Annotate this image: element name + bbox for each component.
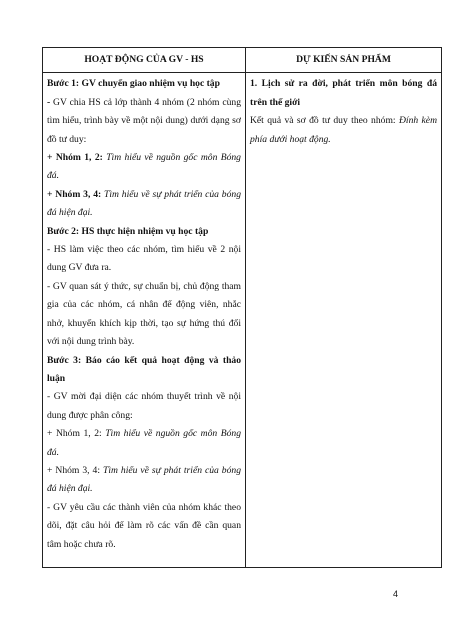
- step3-line2: - GV yêu cầu các thành viên của nhóm khác theo dõi, đặt câu hỏi để làm rõ các vấn đề cần quan tâm hoặc chưa rõ.: [47, 501, 241, 550]
- group2-task: Tìm hiểu về sự phát triển của bóng đá hiện đại.: [47, 188, 241, 219]
- step3-title: Bước 3: Báo cáo kết quả hoạt động và thảo luận: [47, 354, 241, 384]
- section-heading: 1. Lịch sử ra đời, phát triển môn bóng đá trên thế giới: [250, 78, 437, 108]
- header-expected-products: DỰ KIẾN SẢN PHẨM: [246, 48, 442, 73]
- step1-group2: [47, 186, 241, 223]
- table-header-row: [43, 48, 442, 73]
- result-attachment-note: Đính kèm phía dưới hoạt động.: [250, 115, 437, 145]
- group2-task: Tìm hiểu về sự phát triển của bóng đá hiện đại.: [47, 464, 241, 495]
- step2-line2: - GV quan sát ý thức, sự chuẩn bị, chủ động tham gia của các nhóm, cá nhân để động viên, nhắc nhở, khuyến khích kịp thời, tạo sự hứng thú đối với nội dung trình bày.: [47, 280, 241, 348]
- table-row: [43, 73, 442, 568]
- group2-label: + Nhóm 3, 4:: [47, 188, 105, 200]
- group1-task: Tìm hiểu về nguồn gốc môn Bóng đá.: [47, 428, 241, 458]
- step1-title: Bước 1: GV chuyển giao nhiệm vụ học tập: [47, 78, 220, 90]
- step1-group1: [47, 149, 241, 186]
- activity-table: [42, 47, 442, 568]
- step2-title: Bước 2: HS thực hiện nhiệm vụ học tập: [47, 225, 209, 237]
- header-activities: HOẠT ĐỘNG CỦA GV - HS: [43, 48, 246, 73]
- step1-paragraph: [47, 94, 241, 149]
- step3-group1: [47, 425, 241, 462]
- group2-label: + Nhóm 3, 4:: [47, 464, 103, 476]
- step2-line1: - HS làm việc theo các nhóm, tìm hiểu về 2 nội dung GV đưa ra.: [47, 244, 241, 274]
- expected-products-cell: [246, 73, 442, 568]
- group1-task: Tìm hiểu về nguồn gốc môn Bóng đá.: [47, 152, 241, 182]
- group1-label: + Nhóm 1, 2:: [47, 152, 107, 164]
- step3-group2: [47, 462, 241, 499]
- group1-label: + Nhóm 1, 2:: [47, 428, 106, 440]
- step3-line1: - GV mời đại diện các nhóm thuyết trình về nội dung được phân công:: [47, 391, 241, 421]
- activities-cell: [43, 73, 246, 568]
- step1-text: GV chia HS cả lớp thành 4 nhóm (2 nhóm cùng tìm hiểu, trình bày về một nội dung) dưới dạng sơ đồ tư duy:: [47, 96, 241, 145]
- page-number: 4: [393, 589, 399, 599]
- result-paragraph: [250, 112, 437, 149]
- result-text: Kết quả và sơ đồ tư duy theo nhóm:: [250, 115, 399, 127]
- dash-bold: -: [47, 96, 54, 108]
